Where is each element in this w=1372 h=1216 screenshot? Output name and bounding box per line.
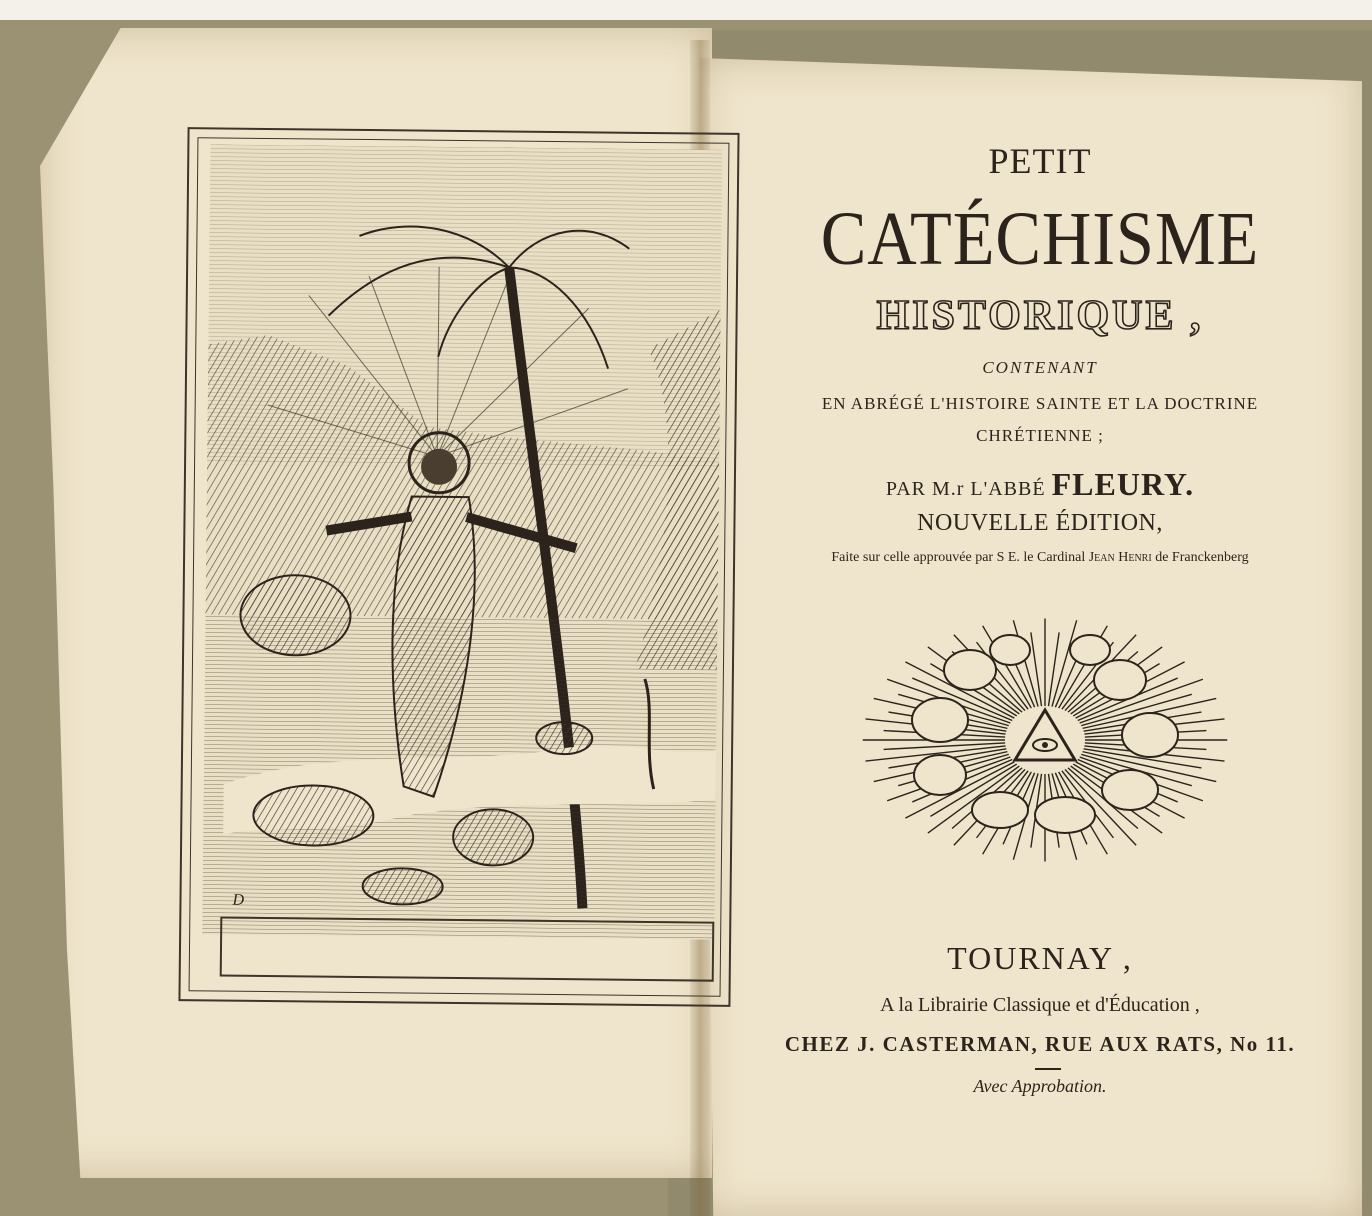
edition-line: NOUVELLE ÉDITION, xyxy=(917,510,1163,536)
frontispiece-frame xyxy=(178,127,739,1007)
librairie-line: A la Librairie Classique et d'Éducation , xyxy=(880,994,1200,1016)
approval-prefix: Faite sur celle approuvée par S E. le Cardinal xyxy=(831,550,1089,565)
eye-of-providence-icon xyxy=(850,610,1240,870)
publisher-line: CHEZ J. CASTERMAN, RUE AUX RATS, No 11. xyxy=(784,1032,1296,1056)
author-line xyxy=(740,466,1340,503)
title-page xyxy=(740,130,1340,1130)
subtitle-contenant: CONTENANT xyxy=(982,358,1098,377)
creation-engraving xyxy=(202,144,722,939)
approval-suffix: de Franckenberg xyxy=(1151,550,1249,565)
engraver-signature: D xyxy=(232,891,245,909)
title-historique: HISTORIQUE , xyxy=(876,293,1204,339)
divider-rule xyxy=(1035,1068,1061,1070)
city-line: TOURNAY , xyxy=(947,940,1133,976)
approbation-line: Avec Approbation. xyxy=(973,1076,1107,1096)
subtitle-abrege: EN ABRÉGÉ L'HISTOIRE SAINTE ET LA DOCTRINE xyxy=(821,394,1259,413)
title-petit: PETIT xyxy=(988,141,1092,181)
author-prefix: PAR M.r L'ABBÉ xyxy=(885,478,1052,500)
caption-box xyxy=(220,917,715,982)
approval-name: Jean Henri xyxy=(1088,550,1152,565)
frontispiece-inner-frame xyxy=(189,137,730,997)
subtitle-chretienne: CHRÉTIENNE ; xyxy=(976,426,1104,445)
author-name: FLEURY. xyxy=(1051,466,1195,502)
title-catechisme: CATÉCHISME xyxy=(820,197,1260,281)
approval-line xyxy=(740,550,1340,566)
